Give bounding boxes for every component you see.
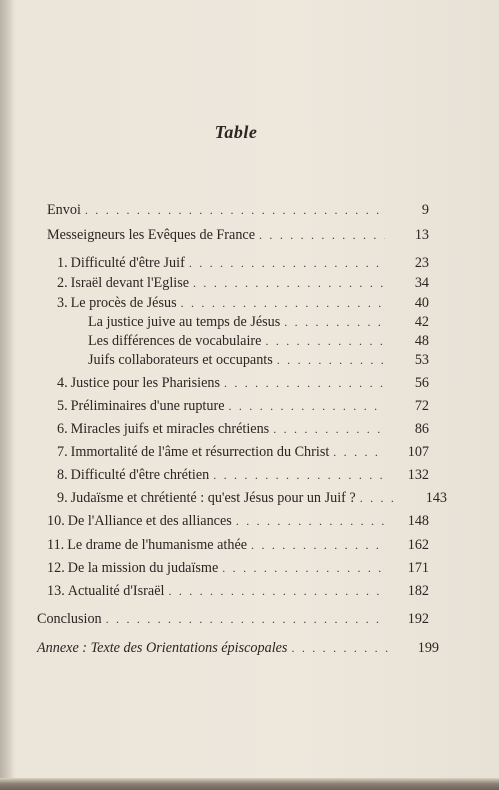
dot-leader bbox=[251, 538, 385, 553]
toc-entry-label: Difficulté d'être Juif bbox=[70, 255, 185, 271]
toc-entry-page: 86 bbox=[414, 421, 429, 437]
toc-entry-label: Judaïsme et chrétienté : qu'est Jésus pour un Juif ? bbox=[70, 490, 356, 506]
toc-entry-chapter-6 bbox=[57, 421, 429, 441]
toc-entry-page: 42 bbox=[414, 314, 429, 330]
toc-entry-chapter-9 bbox=[57, 490, 447, 510]
toc-entry-label: Le drame de l'humanisme athée bbox=[67, 537, 248, 553]
toc-entry-page: 23 bbox=[414, 255, 429, 271]
toc-entry-label: Israël devant l'Eglise bbox=[70, 275, 190, 291]
toc-entry-number: 11. bbox=[47, 537, 65, 553]
toc-entry-page: 56 bbox=[414, 375, 429, 391]
dot-leader bbox=[277, 353, 385, 368]
toc-entry-chapter-3 bbox=[57, 295, 429, 315]
dot-leader bbox=[333, 445, 385, 460]
toc-entry-number: 2. bbox=[57, 275, 68, 291]
toc-entry-page: 148 bbox=[407, 513, 429, 529]
dot-leader bbox=[273, 422, 385, 437]
toc-entry-number: 9. bbox=[57, 490, 68, 506]
dot-leader bbox=[229, 399, 386, 414]
dot-leader bbox=[85, 203, 385, 218]
dot-leader bbox=[224, 376, 385, 391]
toc-entry-chapter-8 bbox=[57, 467, 429, 487]
dot-leader bbox=[106, 612, 385, 627]
toc-entry-chapter-2 bbox=[57, 275, 429, 295]
toc-entry-label: Préliminaires d'une rupture bbox=[70, 398, 225, 414]
toc-entry-label: De la mission du judaïsme bbox=[67, 560, 219, 576]
toc-entry-label: Miracles juifs et miracles chrétiens bbox=[70, 421, 270, 437]
toc-entry-page: 40 bbox=[414, 295, 429, 311]
dot-leader bbox=[222, 561, 385, 576]
dot-leader bbox=[236, 514, 385, 529]
toc-entry-label: Difficulté d'être chrétien bbox=[70, 467, 210, 483]
toc-entry-number: 12. bbox=[47, 560, 65, 576]
toc-entry-number: 10. bbox=[47, 513, 65, 529]
dot-leader bbox=[189, 256, 385, 271]
toc-entry-page: 199 bbox=[417, 640, 439, 656]
toc-subentry-justice-juive bbox=[88, 314, 429, 334]
toc-entry-number: 7. bbox=[57, 444, 68, 460]
toc-entry-number: 13. bbox=[47, 583, 65, 599]
dot-leader bbox=[193, 276, 385, 291]
toc-entry-label: Actualité d'Israël bbox=[67, 583, 165, 599]
toc-entry-label: Envoi bbox=[47, 202, 81, 218]
toc-subentry-juifs-collaborateurs bbox=[88, 352, 429, 372]
toc-entry-number: 5. bbox=[57, 398, 68, 414]
toc-subentry-differences bbox=[88, 333, 429, 353]
toc-entry-conclusion bbox=[37, 611, 429, 631]
toc-entry-messeigneurs bbox=[47, 227, 429, 247]
dot-leader bbox=[360, 491, 394, 506]
toc-entry-chapter-1 bbox=[57, 255, 429, 275]
toc-entry-chapter-12 bbox=[47, 560, 429, 580]
toc-entry-page: 171 bbox=[407, 560, 429, 576]
toc-entry-label: La justice juive au temps de Jésus bbox=[88, 314, 281, 330]
toc-entry-page: 192 bbox=[407, 611, 429, 627]
toc-entry-label: De l'Alliance et des alliances bbox=[67, 513, 232, 529]
dot-leader bbox=[168, 584, 385, 599]
page-bottom-edge bbox=[0, 778, 499, 790]
toc-entry-chapter-13 bbox=[47, 583, 429, 603]
toc-entry-chapter-4 bbox=[57, 375, 429, 395]
toc-entry-number: 1. bbox=[57, 255, 68, 271]
toc-entry-page: 13 bbox=[414, 227, 429, 243]
toc-entry-label: Immortalité de l'âme et résurrection du Christ bbox=[70, 444, 330, 460]
toc-entry-page: 72 bbox=[414, 398, 429, 414]
toc-entry-annexe bbox=[37, 640, 439, 660]
toc-entry-chapter-11 bbox=[47, 537, 429, 557]
toc-entry-page: 162 bbox=[407, 537, 429, 553]
toc-entry-page: 107 bbox=[407, 444, 429, 460]
toc-entry-label: Le procès de Jésus bbox=[70, 295, 177, 311]
toc-entry-label: Les différences de vocabulaire bbox=[88, 333, 262, 349]
dot-leader bbox=[265, 334, 385, 349]
toc-entry-chapter-5 bbox=[57, 398, 429, 418]
toc-entry-page: 143 bbox=[425, 490, 447, 506]
page-gutter-shadow bbox=[0, 0, 14, 790]
toc-entry-page: 53 bbox=[414, 352, 429, 368]
dot-leader bbox=[291, 641, 390, 656]
toc-entry-envoi bbox=[47, 202, 429, 222]
toc-entry-label: Juifs collaborateurs et occupants bbox=[88, 352, 273, 368]
toc-entry-chapter-7 bbox=[57, 444, 429, 464]
dot-leader bbox=[181, 296, 385, 311]
dot-leader bbox=[213, 468, 385, 483]
toc-entry-label: Annexe : Texte des Orientations épiscopales bbox=[37, 640, 288, 656]
dot-leader bbox=[259, 228, 385, 243]
toc-entry-chapter-10 bbox=[47, 513, 429, 533]
toc-entry-label: Messeigneurs les Evêques de France bbox=[47, 227, 256, 243]
toc-entry-number: 8. bbox=[57, 467, 68, 483]
dot-leader bbox=[284, 315, 385, 330]
toc-entry-number: 4. bbox=[57, 375, 68, 391]
toc-entry-page: 132 bbox=[407, 467, 429, 483]
toc-entry-page: 34 bbox=[414, 275, 429, 291]
toc-entry-label: Conclusion bbox=[37, 611, 102, 627]
toc-entry-number: 3. bbox=[57, 295, 68, 311]
toc-entry-page: 182 bbox=[407, 583, 429, 599]
toc-entry-number: 6. bbox=[57, 421, 68, 437]
page-title: Table bbox=[214, 122, 258, 142]
toc-entry-page: 9 bbox=[421, 202, 429, 218]
toc-entry-page: 48 bbox=[414, 333, 429, 349]
toc-entry-label: Justice pour les Pharisiens bbox=[70, 375, 220, 391]
